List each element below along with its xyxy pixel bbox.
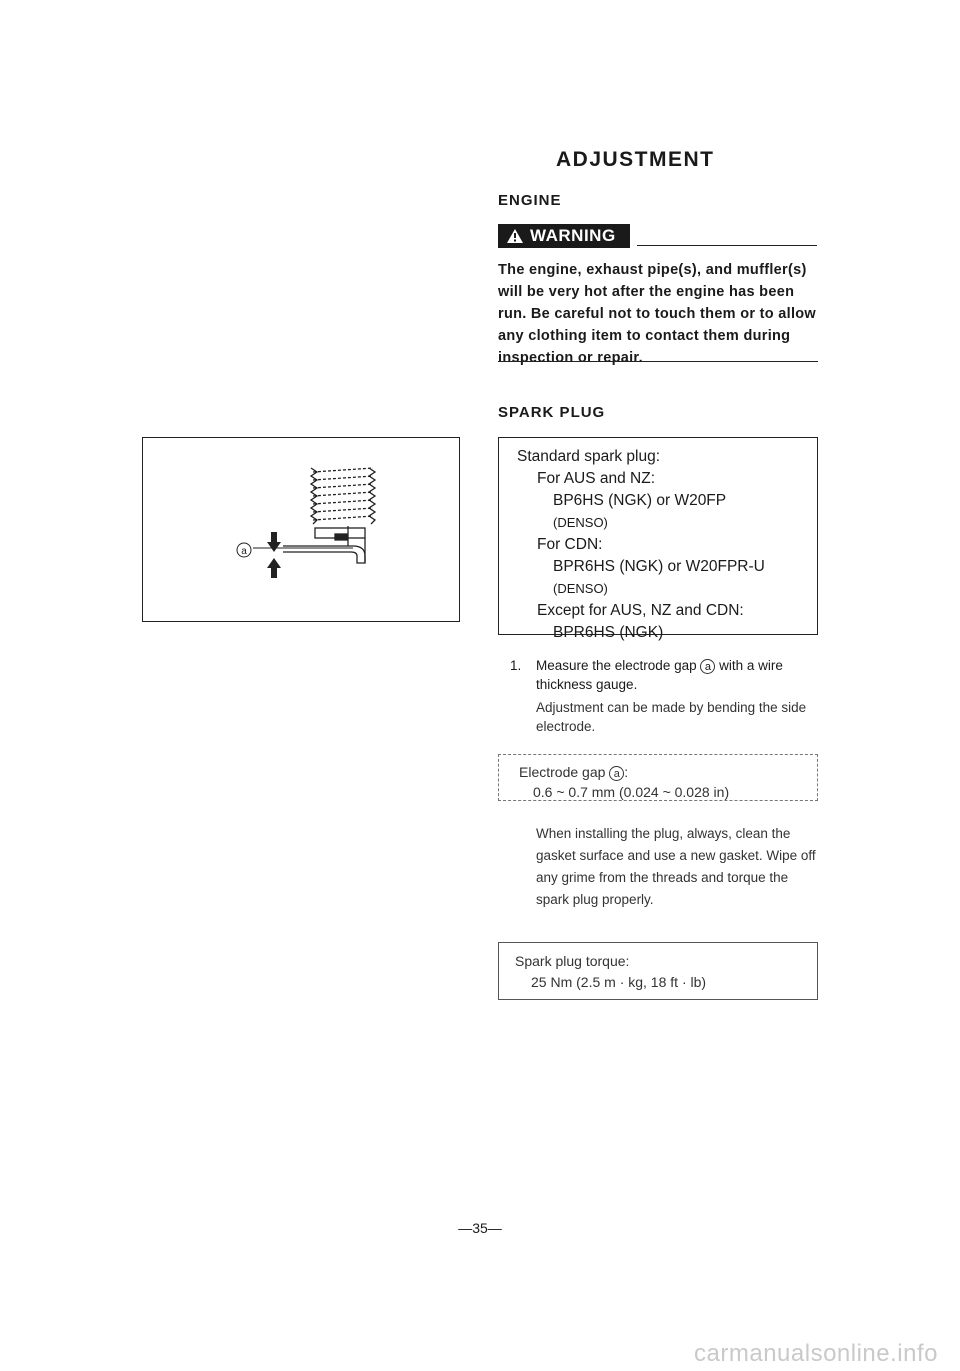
gap-label-pre: Electrode gap [519,764,606,780]
spec-cdn-value2: (DENSO) [553,581,608,596]
gap-value: 0.6 ~ 0.7 mm (0.024 ~ 0.028 in) [533,784,730,800]
electrode-gap-box [498,754,818,801]
gap-callout-label: a [241,546,247,557]
spec-cdn-value: BPR6HS (NGK) or W20FPR-U [553,558,765,575]
gap-label-post: : [624,764,629,780]
page-title: ADJUSTMENT [556,148,715,171]
spec-cdn-label: For CDN: [537,536,603,553]
warning-triangle-icon [506,228,524,244]
step-text-pre: Measure the electrode gap [536,658,697,673]
warning-text: The engine, exhaust pipe(s), and muffler(s) will be very hot after the engine has been run. Be careful not to touch them or to allow any clothing item to contact them during inspection or repair. [498,262,817,366]
spark-plug-spec-box [498,437,818,641]
spec-title: Standard spark plug: [517,448,661,465]
warning-rule-top [637,245,817,246]
watermark: carmanualsonline.info [694,1340,938,1367]
warning-rule-bottom [498,361,818,362]
warning-label: WARNING [530,226,616,245]
page-number: —35— [458,1220,502,1236]
section-heading-spark-plug: SPARK PLUG [498,404,606,421]
spark-plug-diagram [143,438,459,621]
torque-spec-box [498,942,818,1000]
spec-except-value: BPR6HS (NGK) [553,624,664,641]
step-note: Adjustment can be made by bending the side electrode. [536,700,807,734]
install-instructions: When installing the plug, always, clean the gasket surface and use a new gasket. Wipe off any grime from the threads and torque the spark plug properly. [536,826,816,907]
spec-aus-nz-value: BP6HS (NGK) or W20FP [553,492,727,509]
spark-plug-figure [142,437,460,622]
torque-label: Spark plug torque: [515,953,630,969]
section-heading-engine: ENGINE [498,192,562,209]
gap-callout-spec: a [609,766,624,781]
step-text-post: with a wire thickness gauge. [536,658,783,692]
gap-callout-inline: a [700,659,715,674]
spec-aus-nz-label: For AUS and NZ: [537,470,656,487]
spec-aus-nz-value2: (DENSO) [553,515,608,530]
spec-except-label: Except for AUS, NZ and CDN: [537,602,744,619]
step-number: 1. [510,658,522,673]
warning-badge [498,224,630,248]
step-1 [510,656,822,740]
torque-value: 25 Nm (2.5 m · kg, 18 ft · lb) [531,974,707,990]
